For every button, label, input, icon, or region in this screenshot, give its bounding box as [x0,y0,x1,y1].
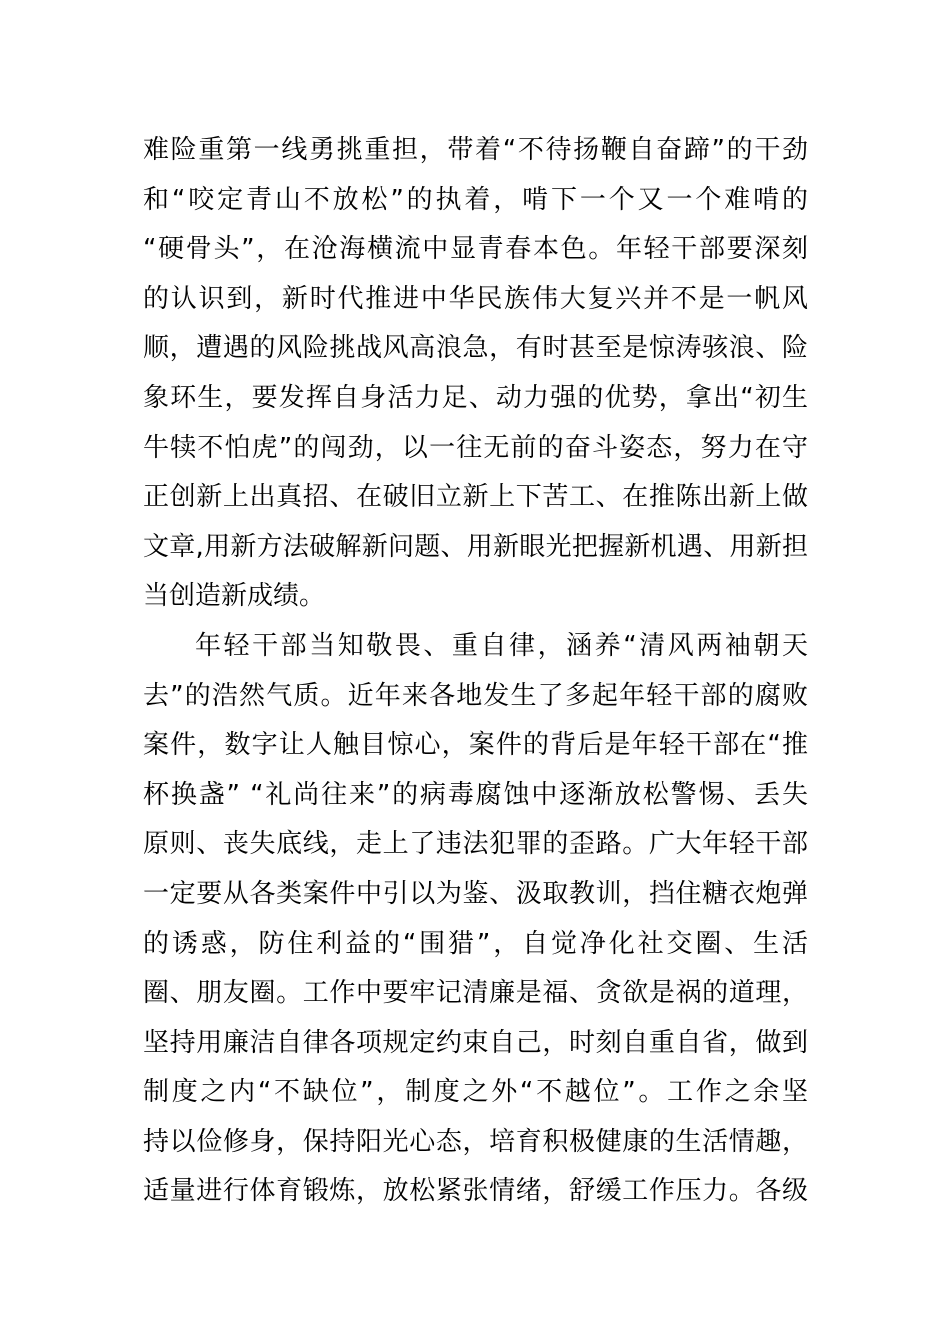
text-line: 文章,用新方法破解新问题、用新眼光把握新机遇、用新担 [143,531,808,562]
text-line: 当创造新成绩。 [143,581,326,612]
text-line: 牛犊不怕虎”的闯劲，以一往无前的奋斗姿态，努力在守 [143,432,808,463]
text-line: “硬骨头”，在沧海横流中显青春本色。年轻干部要深刻 [143,234,808,265]
text-line: 案件，数字让人触目惊心，案件的背后是年轻干部在“推 [143,730,808,761]
paragraph-1 [143,126,808,622]
text-line: 持以俭修身，保持阳光心态，培育积极健康的生活情趣， [143,1126,808,1157]
text-line: 杯换盏” “礼尚往来”的病毒腐蚀中逐渐放松警惕、丢失 [143,779,808,810]
text-line: 象环生，要发挥自身活力足、动力强的优势，拿出“初生 [143,382,808,413]
text-line: 适量进行体育锻炼，放松紧张情绪，舒缓工作压力。各级 [143,1176,808,1207]
text-line: 坚持用廉洁自律各项规定约束自己，时刻自重自省，做到 [143,1027,808,1058]
text-line: 的认识到，新时代推进中华民族伟大复兴并不是一帆风 [143,283,808,314]
text-line: 难险重第一线勇挑重担，带着“不待扬鞭自奋蹄”的干劲 [143,135,808,165]
text-line: 和“咬定青山不放松”的执着，啃下一个又一个难啃的 [143,184,808,215]
text-line: 一定要从各类案件中引以为鉴、汲取教训，挡住糖衣炮弹 [143,878,808,909]
text-line: 制度之内“不缺位”，制度之外“不越位”。工作之余坚 [143,1077,808,1108]
text-line: 顺，遭遇的风险挑战风高浪急，有时甚至是惊涛骇浪、险 [143,333,808,364]
paragraph-2 [143,622,808,1217]
text-line: 圈、朋友圈。工作中要牢记清廉是福、贪欲是祸的道理， [143,978,808,1009]
text-line: 年轻干部当知敬畏、重自律，涵养“清风两袖朝天 [195,630,808,661]
text-line: 去”的浩然气质。近年来各地发生了多起年轻干部的腐败 [143,680,808,711]
body-text [143,126,808,1217]
text-line: 原则、丧失底线，走上了违法犯罪的歪路。广大年轻干部 [143,829,808,860]
text-line: 的诱惑，防住利益的“围猎”，自觉净化社交圈、生活 [143,928,808,959]
text-line: 正创新上出真招、在破旧立新上下苦工、在推陈出新上做 [143,482,808,513]
